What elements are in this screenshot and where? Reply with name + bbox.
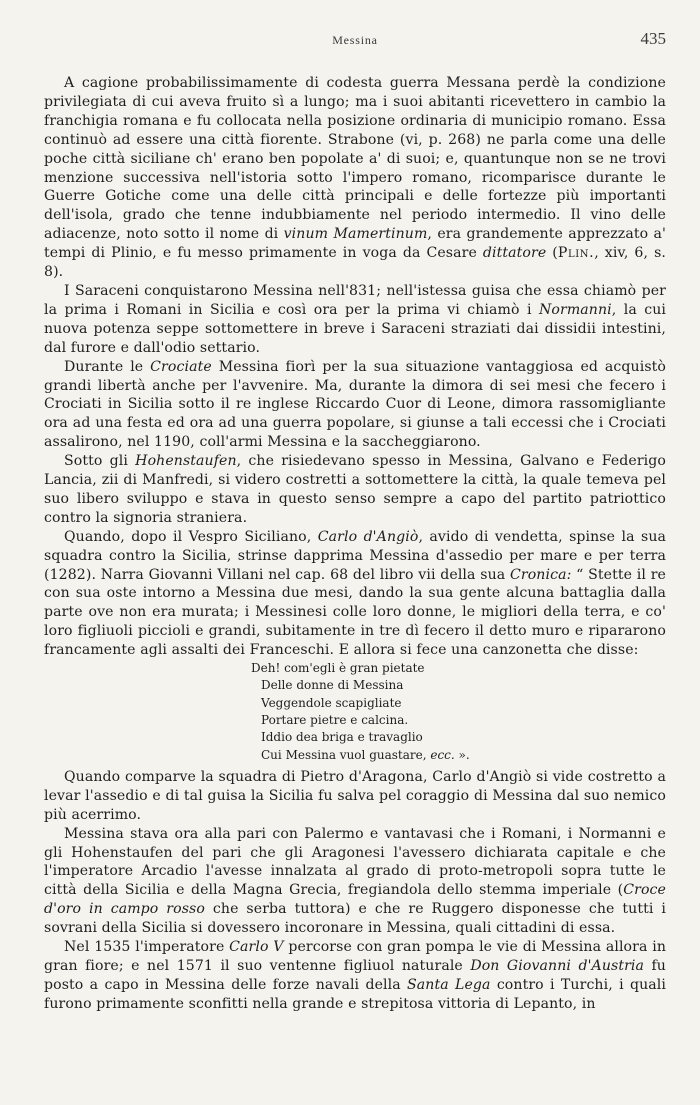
page-header — [44, 30, 666, 60]
verse-line: Portare pietre e calcina. — [261, 712, 409, 727]
verse-line: Delle donne di Messina — [261, 678, 404, 693]
running-title: Messina — [332, 33, 378, 47]
paragraph: Sotto gli Hohenstaufen, che risiedevano spesso in Messina, Galvano e Federigo Lancia, zii di Manfredi, si videro costretti a sottomettere la città, la quale temeva pel suo libero sviluppo e stava in questo senso sempre a capo del partito patriottico contro la signoria straniera. — [44, 453, 666, 526]
paragraph: Nel 1535 l'imperatore Carlo V percorse con gran pompa le vie di Messina allora in gran fiore; e nel 1571 il suo ventenne figliuol naturale Don Giovanni d'Austria fu posto a capo in Messina delle forze navali della Santa Lega contro i Turchi, i quali furono primamente sconfitti nella grande e strepitosa vittoria di Lepanto, in — [44, 939, 666, 1012]
paragraph: I Saraceni conquistarono Messina nell'831; nell'istessa guisa che essa chiamò per la prima i Romani in Sicilia e così ora per la prima vi chiamò i Normanni, la cui nuova potenza seppe sottomettere in breve i Saraceni straziati dai dissidii intestini, dal furore e dall'odio settario. — [44, 282, 666, 356]
paragraph: Durante le Crociate Messina fiorì per la sua situazione vantaggiosa ed acquistò grandi libertà anche per l'avvenire. Ma, durante la dimora di sei mesi che fecero i Crociati in Sicilia sotto il re inglese Riccardo Cuor di Leone, dimora rassomigliante ora ad una festa ed ora ad una guerra popolare, si giunse a tali eccessi che i Crociati assalirono, nel 1190, coll'armi Messina e la saccheggiarono. — [44, 358, 667, 451]
verse-line: Veggendole scapigliate — [261, 695, 402, 710]
verse-line: Cui Messina vuol guastare, ecc. ». — [261, 747, 470, 762]
verse-quote — [251, 660, 666, 764]
page-number: 435 — [640, 29, 666, 48]
body-text — [44, 74, 666, 1014]
paragraph: A cagione probabilissimamente di codesta guerra Messana perdè la condizione privilegiata di cui aveva fruito sì a lungo; ma i suoi abitanti ricevettero in cambio la franchigia romana e fu collocata nella posizione ordinaria di municipio romano. Essa continuò ad essere una città fiorente. Strabone (vi, p. 268) ne parla come una delle poche città siciliane ch' erano ben popolate a' di suoi; e, quantunque non se ne trovi menzione successiva nell'istoria sotto l'impero romano, ricomparisce durante le Guerre Gotiche come una delle città principali e delle fortezze più importanti dell'isola, grado che tenne indubbiamente nel periodo intermedio. Il vino delle adiacenze, noto sotto il nome di vinum Mamertinum, era grandemente apprezzato a' tempi di Plinio, e fu messo primamente in voga da Cesare dittatore (Plin., xiv, 6, s. 8). — [44, 75, 666, 281]
paragraph: Messina stava ora alla pari con Palermo e vantavasi che i Romani, i Normanni e gli Hohenstaufen del pari che gli Aragonesi l'avessero dichiarata capitale e che l'imperatore Arcadio l'avesse innalzata al grado di proto-metropoli sopra tutte le città della Sicilia e della Magna Grecia, fregiandola dello stemma imperiale (Croce d'oro in campo rosso che serba tuttora) e che re Ruggero disponesse che tutti i sovrani della Sicilia si dovessero incoronare in Messina, quali cittadini di essa. — [44, 825, 666, 937]
paragraph: Quando, dopo il Vespro Siciliano, Carlo d'Angiò, avido di vendetta, spinse la sua squadra contro la Sicilia, strinse dapprima Messina d'assedio per mare e per terra (1282). Narra Giovanni Villani nel cap. 68 del libro vii della sua Cronica: “ Stette il re con sua oste intorno a Messina due mesi, dando la sua gente alcuna battaglia dalla parte ove non era murata; i Messinesi colle loro donne, le migliori della terra, e co' loro figliuoli piccioli e grandi, subitamente in tre dì fecero il detto muro e ripararono francamente agli assalti dei Franceschi. E allora si fece una canzonetta che disse: — [44, 528, 666, 659]
verse-line: Iddio dea briga e travaglio — [261, 730, 423, 745]
paragraph: Quando comparve la squadra di Pietro d'Aragona, Carlo d'Angiò si vide costretto a levar l'assedio e di tal guisa la Sicilia fu salva pel coraggio di Messina dal suo nemico più acerrimo. — [44, 768, 666, 823]
verse-line: Deh! com'egli è gran pietate — [251, 661, 425, 676]
